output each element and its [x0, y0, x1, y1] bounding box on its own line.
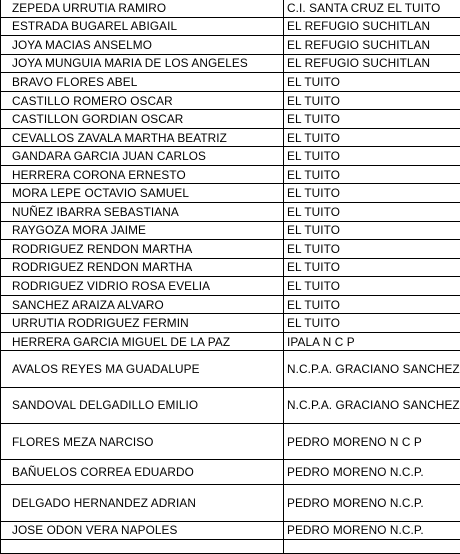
table-row: [1, 521, 460, 540]
name-cell[interactable]: HERRERA GARCIA MIGUEL DE LA PAZ: [1, 332, 284, 351]
location-cell[interactable]: EL TUITO: [284, 147, 460, 166]
location-cell[interactable]: PEDRO MORENO N C P: [284, 423, 460, 459]
name-cell[interactable]: GANDARA GARCIA JUAN CARLOS: [1, 147, 284, 166]
location-cell[interactable]: EL TUITO: [284, 110, 460, 129]
table-row: [1, 0, 460, 17]
name-cell[interactable]: ESTRADA BUGAREL ABIGAIL: [1, 17, 284, 36]
name-cell[interactable]: ZEPEDA URRUTIA RAMIRO: [1, 0, 284, 17]
name-cell[interactable]: CASTILLON GORDIAN OSCAR: [1, 110, 284, 129]
name-cell[interactable]: FLORES MEZA NARCISO: [1, 423, 284, 459]
table-row: [1, 147, 460, 166]
name-cell[interactable]: NUÑEZ IBARRA SEBASTIANA: [1, 203, 284, 222]
location-cell[interactable]: EL TUITO: [284, 91, 460, 110]
location-cell[interactable]: EL TUITO: [284, 203, 460, 222]
name-cell[interactable]: AVALOS REYES MA GUADALUPE: [1, 351, 284, 387]
location-cell[interactable]: EL TUITO: [284, 295, 460, 314]
name-cell[interactable]: JOYA MACIAS ANSELMO: [1, 36, 284, 55]
location-cell[interactable]: EL TUITO: [284, 221, 460, 240]
location-cell[interactable]: EL TUITO: [284, 240, 460, 259]
name-cell[interactable]: CASTILLO ROMERO OSCAR: [1, 91, 284, 110]
table-row: [1, 36, 460, 55]
name-cell[interactable]: RAYGOZA MORA JAIME: [1, 221, 284, 240]
name-cell[interactable]: JOYA MUNGUIA MARIA DE LOS ANGELES: [1, 54, 284, 73]
name-cell[interactable]: RODRIGUEZ VIDRIO ROSA EVELIA: [1, 277, 284, 296]
table-row: [1, 295, 460, 314]
location-cell[interactable]: EL TUITO: [284, 184, 460, 203]
table-row: [1, 91, 460, 110]
table-row: [1, 54, 460, 73]
name-cell[interactable]: SANCHEZ ARAIZA ALVARO: [1, 295, 284, 314]
location-cell[interactable]: N.C.P.A. GRACIANO SANCHEZ: [284, 387, 460, 423]
location-cell[interactable]: EL REFUGIO SUCHITLAN: [284, 54, 460, 73]
location-cell[interactable]: EL TUITO: [284, 258, 460, 277]
table-row: [1, 240, 460, 259]
table-row: [1, 258, 460, 277]
table-row: [1, 203, 460, 222]
table-row: [1, 165, 460, 184]
name-cell[interactable]: MORA LEPE OCTAVIO SAMUEL: [1, 184, 284, 203]
location-cell[interactable]: [284, 540, 460, 554]
table-row: [1, 17, 460, 36]
table-row: [1, 460, 460, 485]
table-row: [1, 314, 460, 333]
location-cell[interactable]: EL TUITO: [284, 73, 460, 92]
name-cell[interactable]: BAÑUELOS CORREA EDUARDO: [1, 460, 284, 485]
location-cell[interactable]: PEDRO MORENO N.C.P.: [284, 485, 460, 521]
location-cell[interactable]: EL TUITO: [284, 314, 460, 333]
name-cell[interactable]: DELGADO HERNANDEZ ADRIAN: [1, 485, 284, 521]
name-cell[interactable]: CEVALLOS ZAVALA MARTHA BEATRIZ: [1, 128, 284, 147]
table-row: [1, 73, 460, 92]
table-row: [1, 277, 460, 296]
location-cell[interactable]: EL TUITO: [284, 128, 460, 147]
name-cell[interactable]: [1, 540, 284, 554]
table-row: [1, 184, 460, 203]
name-cell[interactable]: SANDOVAL DELGADILLO EMILIO: [1, 387, 284, 423]
location-cell[interactable]: IPALA N C P: [284, 332, 460, 351]
table-row: [1, 485, 460, 521]
table-row: [1, 351, 460, 387]
location-cell[interactable]: EL TUITO: [284, 277, 460, 296]
table-row: [1, 332, 460, 351]
table-row: [1, 221, 460, 240]
location-cell[interactable]: C.I. SANTA CRUZ EL TUITO: [284, 0, 460, 17]
location-cell[interactable]: N.C.P.A. GRACIANO SANCHEZ: [284, 351, 460, 387]
location-cell[interactable]: EL REFUGIO SUCHITLAN: [284, 17, 460, 36]
location-cell[interactable]: EL TUITO: [284, 165, 460, 184]
table-row: [1, 540, 460, 554]
location-cell[interactable]: PEDRO MORENO N.C.P.: [284, 521, 460, 540]
location-cell[interactable]: PEDRO MORENO N.C.P.: [284, 460, 460, 485]
name-cell[interactable]: HERRERA CORONA ERNESTO: [1, 165, 284, 184]
table-row: [1, 110, 460, 129]
name-cell[interactable]: URRUTIA RODRIGUEZ FERMIN: [1, 314, 284, 333]
name-cell[interactable]: JOSE ODON VERA NAPOLES: [1, 521, 284, 540]
location-cell[interactable]: EL REFUGIO SUCHITLAN: [284, 36, 460, 55]
table-row: [1, 423, 460, 459]
table-row: [1, 128, 460, 147]
name-cell[interactable]: RODRIGUEZ RENDON MARTHA: [1, 258, 284, 277]
name-cell[interactable]: BRAVO FLORES ABEL: [1, 73, 284, 92]
table-row: [1, 387, 460, 423]
name-cell[interactable]: RODRIGUEZ RENDON MARTHA: [1, 240, 284, 259]
